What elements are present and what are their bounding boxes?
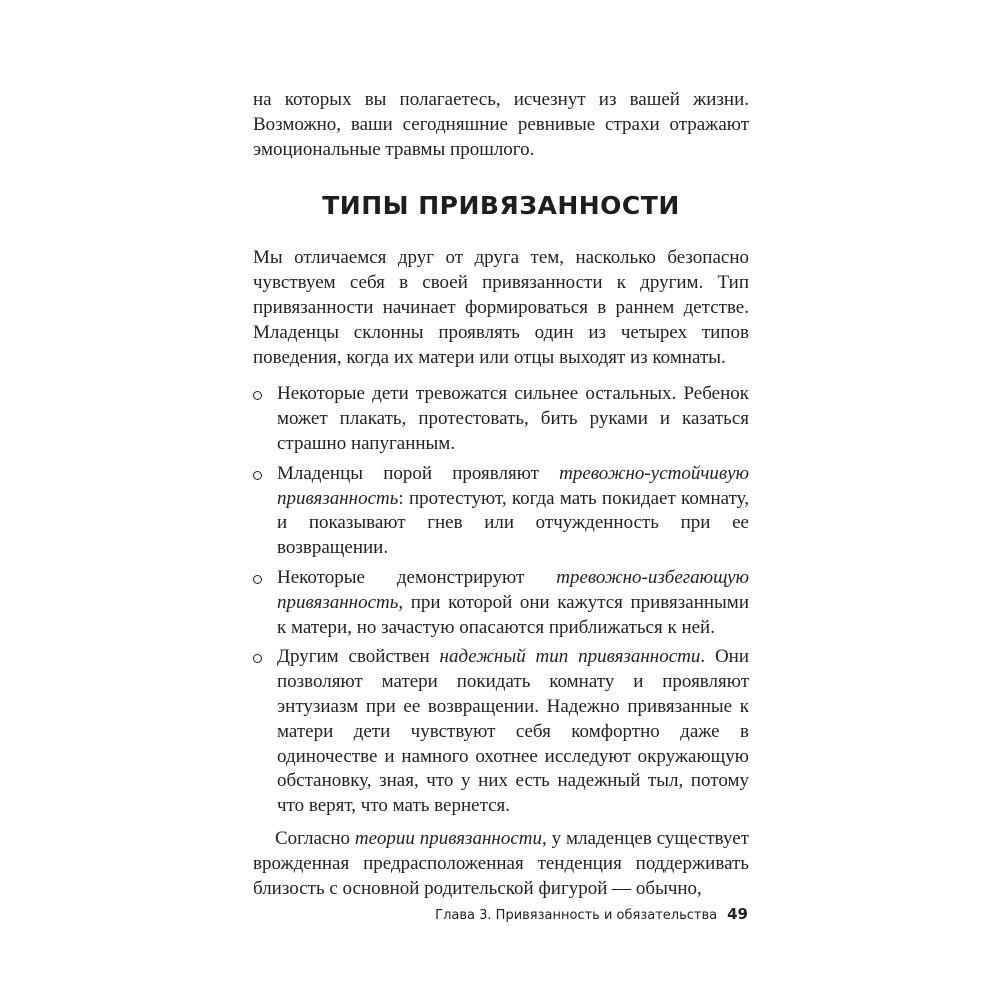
chapter-title: Глава 3. Привязанность и обязательства (435, 908, 718, 923)
bullet-list (253, 382, 749, 819)
section-heading: ТИПЫ ПРИВЯЗАННОСТИ (322, 191, 680, 221)
list-item-text: , при которой они кажутся привязанными к матери, но зачастую опасаются приближаться к ней. (277, 591, 749, 638)
list-item (253, 462, 749, 561)
circle-bullet-icon (253, 654, 262, 663)
intro-paragraph: на которых вы полагаетесь, исчезнут из вашей жизни. Возможно, ваши сегодняшние ревнивые страхи отражают эмоциональные травмы прошлого. (253, 89, 749, 160)
list-item-text: : протестуют, когда мать покидает комнату, и показывают гнев или отчужденность при ее возвращении. (277, 487, 749, 559)
paragraph-2-text: , у младенцев существует врожденная предрасположенная тенденция поддерживать близость с основной родительской фигурой — обычно, (253, 827, 749, 899)
list-item-text: Некоторые дети тревожатся сильнее остальных. Ребенок может плакать, протестовать, бить руками и казаться страшно напуганным. (277, 383, 749, 454)
page-footer (435, 905, 748, 923)
paragraph-2-emphasis: теории привязанности (354, 827, 542, 849)
circle-bullet-icon (253, 471, 262, 480)
list-item-emphasis: тревожно-избегающую привязанность (277, 566, 749, 613)
circle-bullet-icon (253, 575, 262, 584)
page-number: 49 (727, 905, 748, 923)
list-item-text: Другим свойствен (277, 646, 440, 668)
paragraph-1: Мы отличаемся друг от друга тем, насколько безопасно чувствуем себя в своей привязанности к другим. Тип привязанности начинает формироваться в раннем детстве. Младенцы склонны проявлять один из четырех типов поведения, когда их матери или отцы выходят из комнаты. (253, 247, 749, 368)
list-item-text: . Они позволяют матери покидать комнату и проявляют энтузиазм при ее возвращении. Надежно привязанные к матери дети чувствуют себя комфортно даже в одиночестве и намного охотнее исследуют окружающую обстановку, зная, что у них есть надежный тыл, потому что верят, что мать вернется. (277, 646, 750, 817)
list-item-text: Младенцы порой проявляют (277, 462, 560, 484)
circle-bullet-icon (253, 391, 262, 400)
list-item (253, 566, 749, 640)
paragraph-2 (253, 827, 749, 901)
paragraph-2-text: Согласно (275, 827, 355, 849)
list-item (253, 645, 749, 819)
list-item-emphasis: надежный тип привязанности (439, 646, 701, 668)
list-item (253, 382, 749, 456)
list-item-emphasis: тревожно-устойчивую привязанность (277, 462, 749, 509)
page-body (253, 88, 749, 901)
list-item-text: Некоторые демонстрируют (277, 566, 557, 588)
